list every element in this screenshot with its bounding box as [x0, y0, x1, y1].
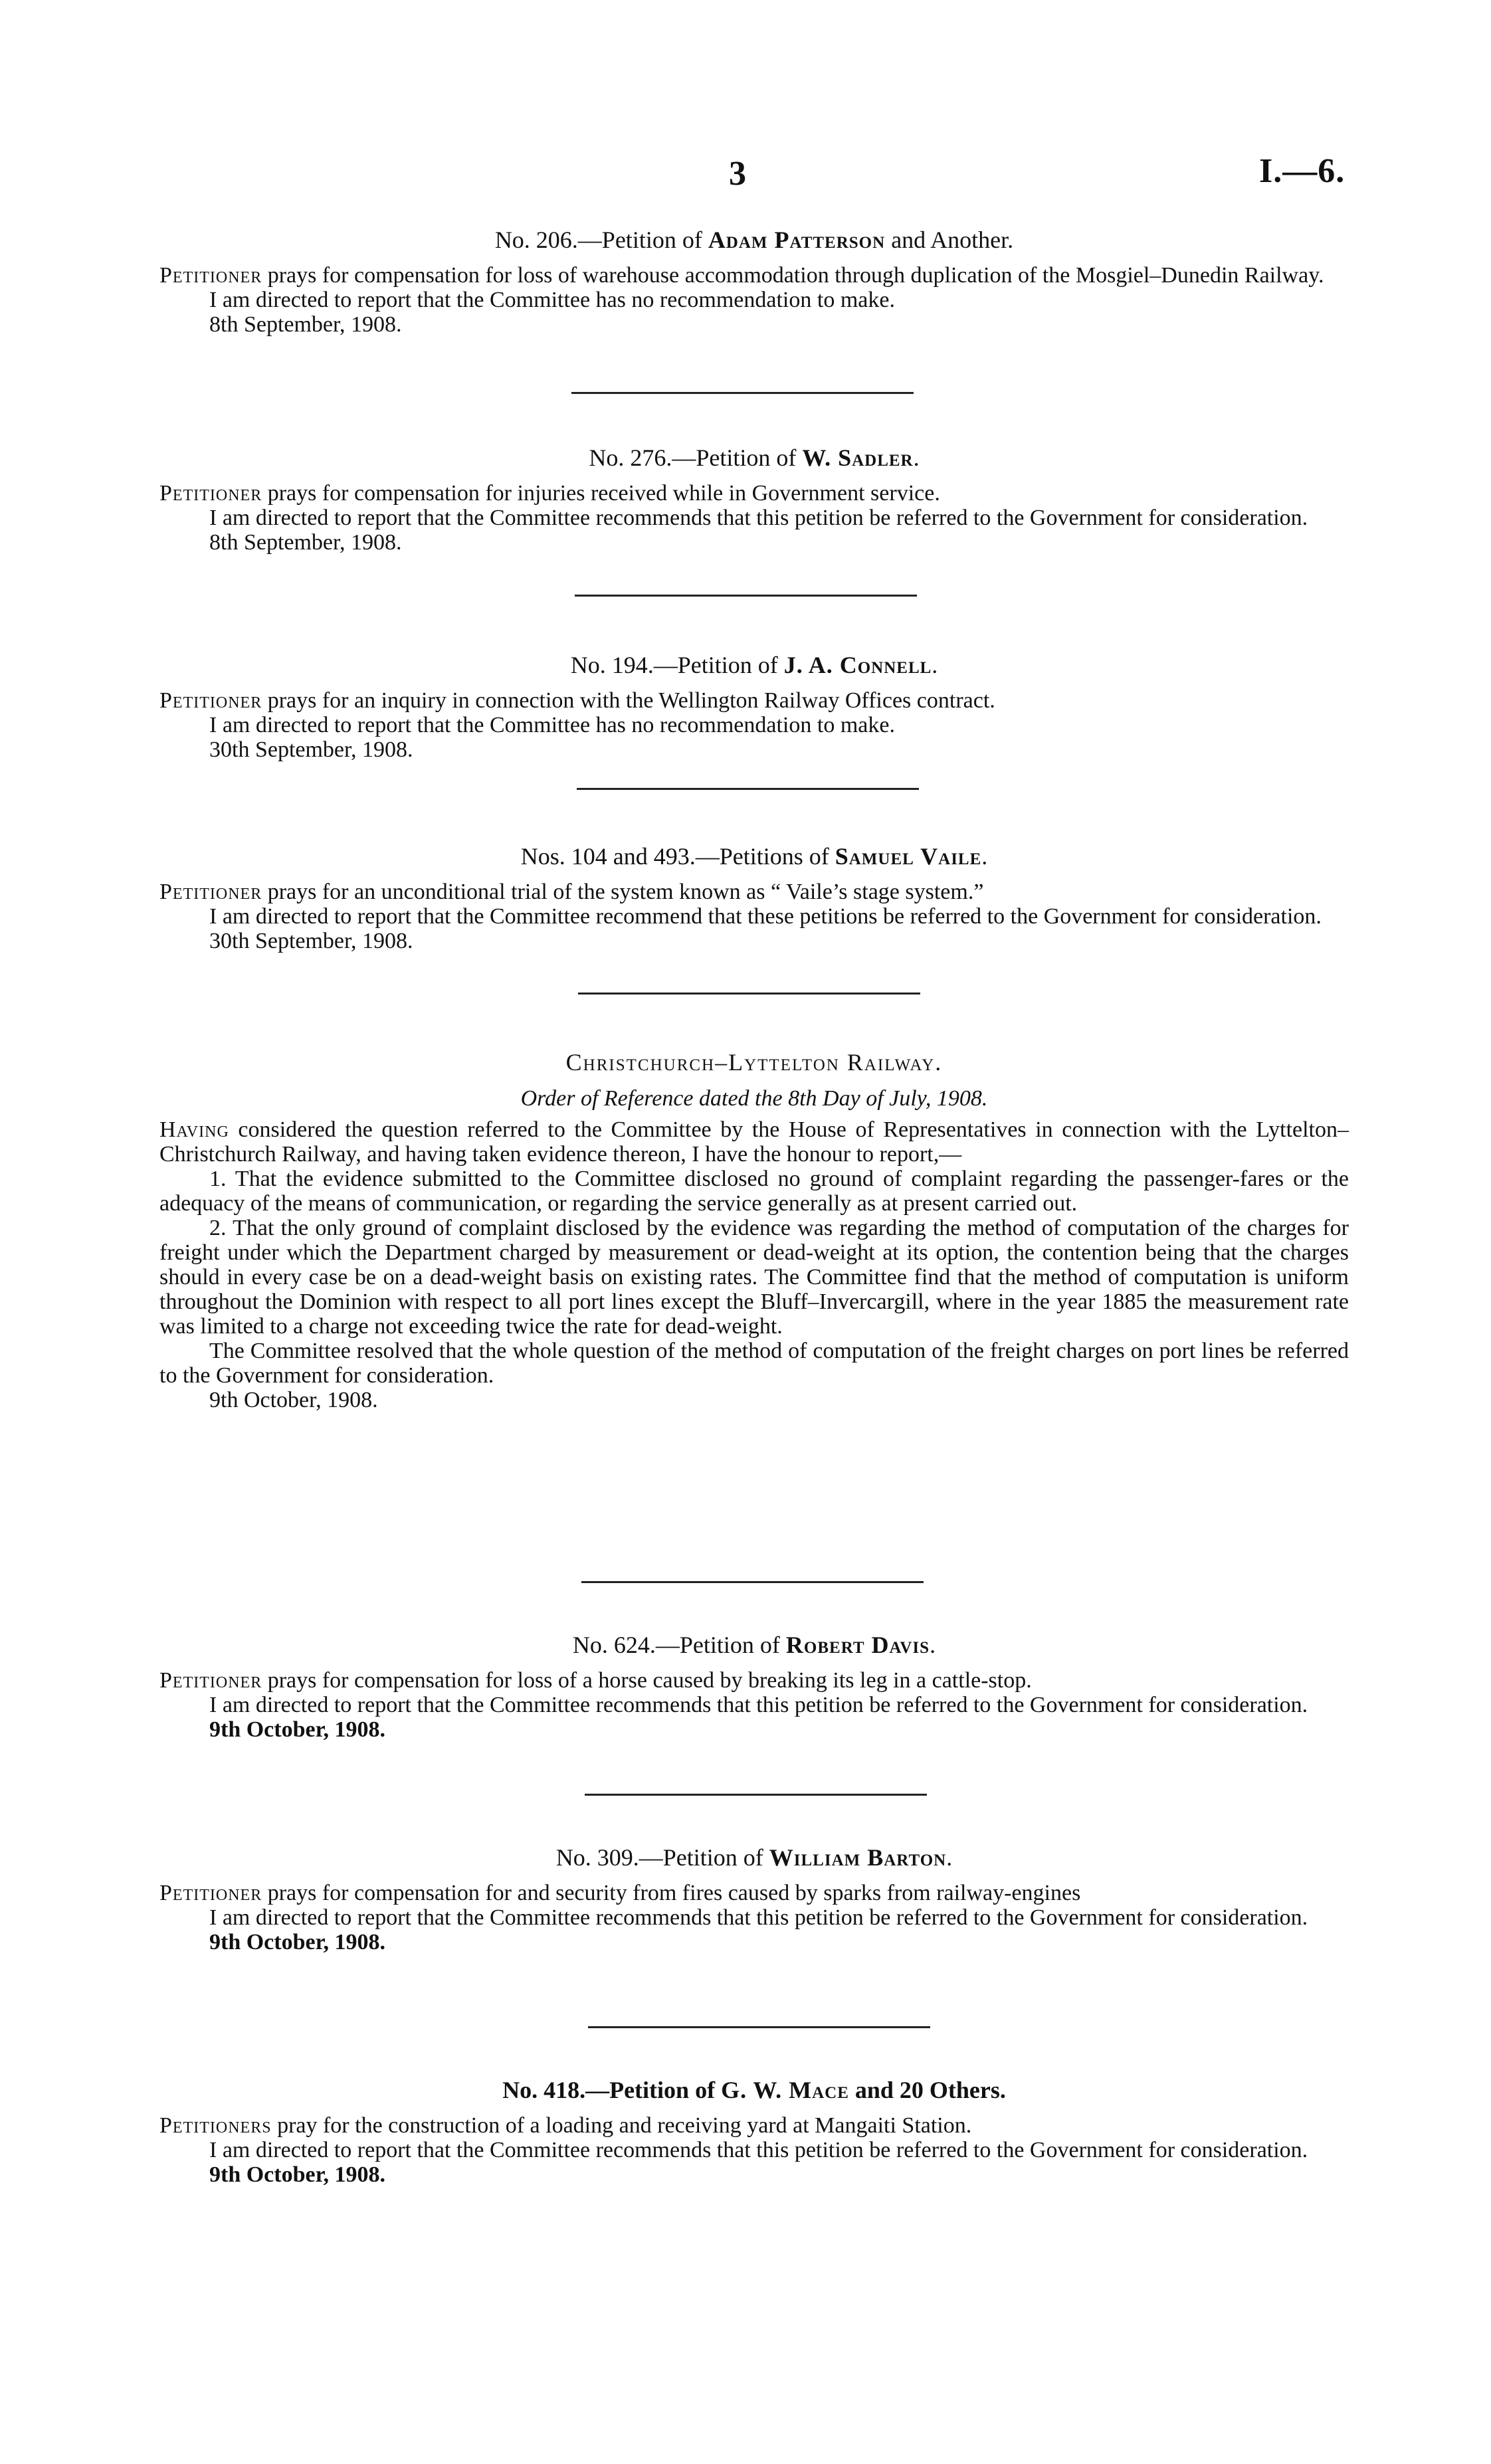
section-divider [578, 993, 920, 995]
petition-309 [159, 1844, 1349, 1955]
petition-624 [159, 1631, 1349, 1743]
page-number: 3 [729, 155, 746, 193]
petition-heading: No. 418.—Petition of G. W. Mace and 20 Others. [502, 2077, 1006, 2103]
committee-report: I am directed to report that the Committee recommends that this petition be referred to the Government for consideration. [209, 506, 1308, 530]
petition-prayer: Petitioner prays for compensation for loss of warehouse accommodation through duplication of the Mosgiel–Dunedin Railway. [159, 263, 1324, 288]
petition-prayer: Petitioner prays for an inquiry in connection with the Wellington Railway Offices contract. [159, 688, 995, 713]
section-divider [575, 595, 917, 597]
petition-prayer: Petitioner prays for compensation for injuries received while in Government service. [159, 481, 940, 506]
christchurch-lyttelton-railway [159, 1048, 1349, 1413]
report-date: 9th October, 1908. [209, 1717, 386, 1742]
petition-heading: No. 194.—Petition of J. A. Connell. [570, 652, 938, 678]
committee-report: I am directed to report that the Committee has no recommendation to make. [209, 288, 895, 312]
petition-heading: No. 276.—Petition of W. Sadler. [589, 444, 920, 471]
railway-finding-1: 1. That the evidence submitted to the Committee disclosed no ground of complaint regarding the passenger-fares or the adequacy of the means of communication, or regarding the service generally as at present carried out. [159, 1167, 1349, 1216]
railway-resolution: The Committee resolved that the whole question of the method of computation of the freight charges on port lines be referred to the Government for consideration. [159, 1339, 1349, 1388]
petition-prayer: Petitioner prays for an unconditional trial of the system known as “ Vaile’s stage system.” [159, 880, 984, 904]
petition-heading: Nos. 104 and 493.—Petitions of Samuel Vaile. [520, 843, 988, 870]
report-date: 8th September, 1908. [209, 530, 402, 555]
committee-report: I am directed to report that the Committee has no recommendation to make. [209, 713, 895, 737]
petition-194 [159, 651, 1349, 763]
section-divider [588, 2026, 930, 2028]
petitions-104-493 [159, 842, 1349, 954]
petition-prayer: Petitioners pray for the construction of a loading and receiving yard at Mangaiti Station. [159, 2113, 972, 2138]
section-divider [585, 1794, 927, 1796]
petition-heading: No. 624.—Petition of Robert Davis. [572, 1632, 936, 1658]
section-divider [571, 392, 914, 394]
petition-heading: No. 206.—Petition of Adam Patterson and Another. [494, 227, 1014, 253]
petition-prayer: Petitioner prays for compensation for loss of a horse caused by breaking its leg in a cattle-stop. [159, 1668, 1032, 1693]
railway-finding-2: 2. That the only ground of complaint disclosed by the evidence was regarding the method of computation of the charges for freight under which the Department charged by measurement or dead-weight at its option, the contention being that the charges should in every case be on a dead-weight basis on existing rates. The Committee find that the method of computation is uniform throughout the Dominion with respect to all port lines except the Bluff–Invercargill, where in the year 1885 the measurement rate was limited to a charge not exceeding twice the rate for dead-weight. [159, 1216, 1349, 1339]
report-date: 30th September, 1908. [209, 737, 413, 762]
petition-206 [159, 226, 1349, 337]
committee-report: I am directed to report that the Committee recommends that this petition be referred to the Government for consideration. [209, 1693, 1308, 1717]
report-date: 30th September, 1908. [209, 929, 413, 953]
report-date: 9th October, 1908. [209, 2162, 386, 2187]
committee-report: I am directed to report that the Committee recommends that this petition be referred to the Government for consideration. [209, 2138, 1308, 2162]
committee-report: I am directed to report that the Committee recommends that this petition be referred to the Government for consideration. [209, 1905, 1308, 1930]
section-divider [581, 1581, 924, 1583]
report-date: 8th September, 1908. [209, 312, 402, 337]
railway-intro: Having considered the question referred to the Committee by the House of Representatives in connection with the Lyttelton–Christchurch Railway, and having taken evidence thereon, I have the honour to report,— [159, 1117, 1349, 1167]
report-date: 9th October, 1908. [209, 1388, 378, 1412]
petition-276 [159, 444, 1349, 555]
committee-report: I am directed to report that the Committee recommend that these petitions be referred to the Government for consideration. [209, 904, 1322, 929]
document-reference-code: I.—6. [1259, 152, 1345, 190]
report-date: 9th October, 1908. [209, 1930, 386, 1954]
petition-418 [159, 2076, 1349, 2188]
railway-title: Christchurch–Lyttelton Railway. [565, 1049, 943, 1076]
petition-heading: No. 309.—Petition of William Barton. [555, 1844, 953, 1871]
order-of-reference: Order of Reference dated the 8th Day of July, 1908. [520, 1086, 988, 1111]
petition-prayer: Petitioner prays for compensation for and security from fires caused by sparks from railway-engines [159, 1881, 1081, 1905]
section-divider [577, 788, 919, 790]
